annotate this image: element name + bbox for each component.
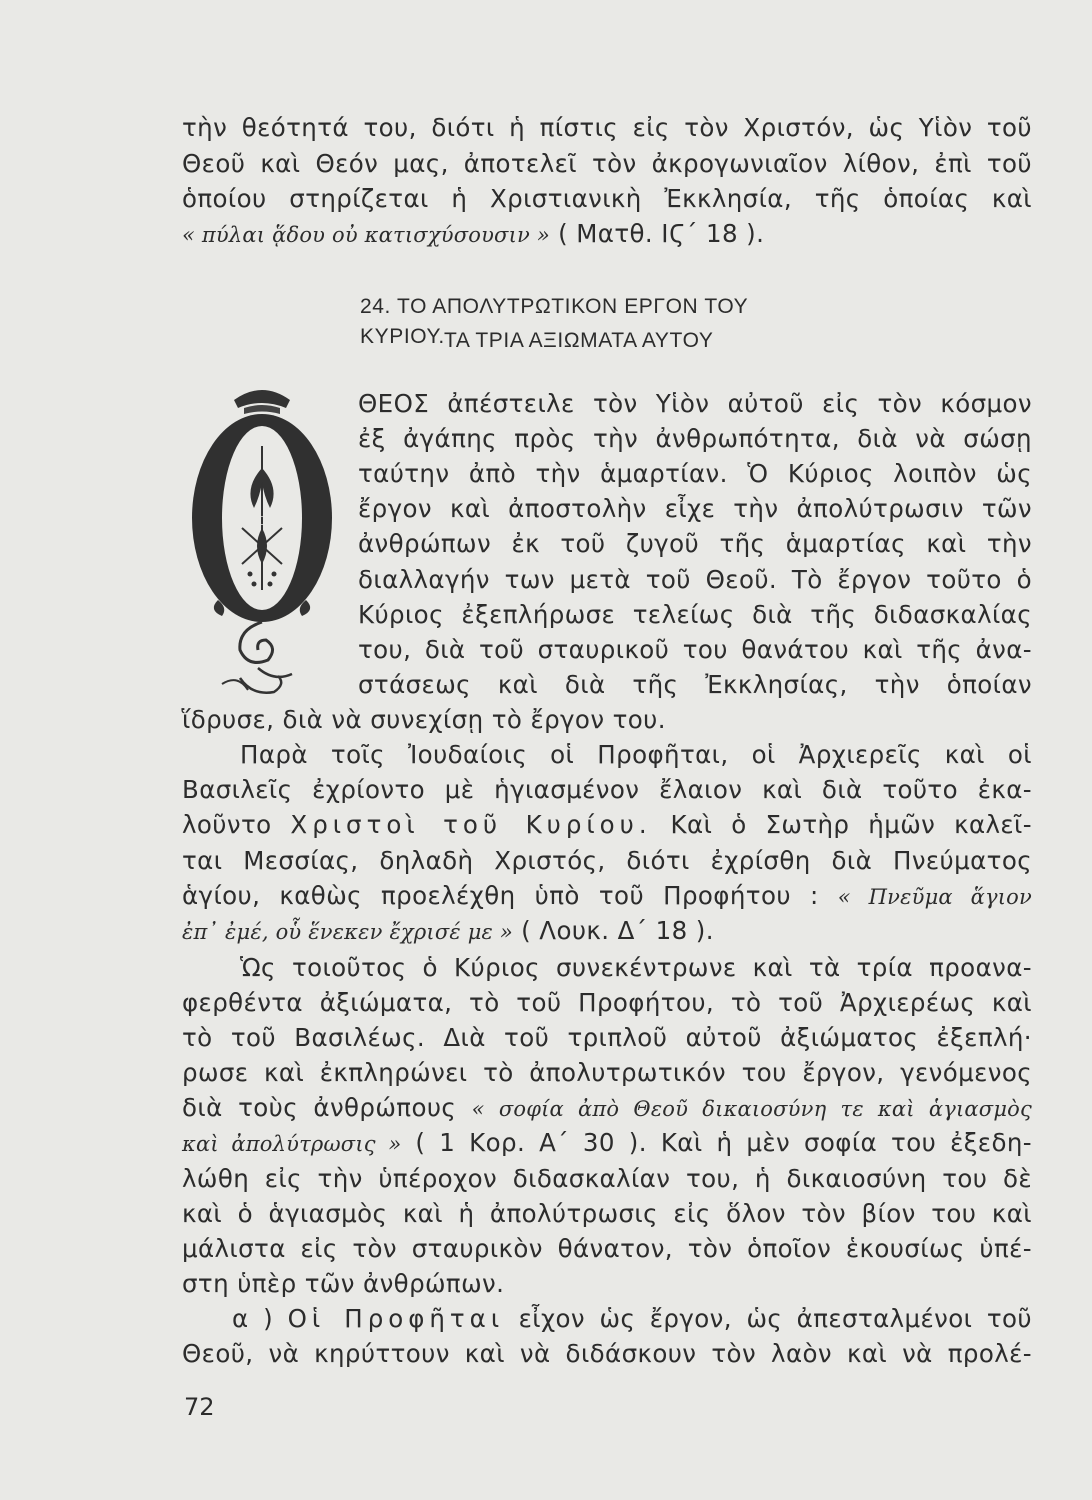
section-heading-line2: ΤΑ ΤΡΙΑ ΑΞΙΩΜΑΤΑ ΑΥΤΟΥ [444,329,714,352]
text-line: Παρὰ τοῖς Ἰουδαίοις οἱ Προφῆται, οἱ Ἀρχιερεῖς καὶ οἱ [240,740,1032,769]
text-line: Θεοῦ καὶ Θεόν μας, ἀποτελεῖ τὸν ἀκρογωνιαῖον λίθον, ἐπὶ τοῦ [182,149,1032,178]
text-line: Κύριος ἐξεπλήρωσε τελείως διὰ τῆς διδασκαλίας [358,600,1032,629]
text-line: φερθέντα ἀξιώματα, τὸ τοῦ Προφήτου, τὸ τοῦ Ἀρχιερέως καὶ [182,988,1032,1017]
text-span: ἁγίου, καθὼς προελέχθη ὑπὸ τοῦ Προφήτου : [182,881,838,910]
ornamental-drop-cap [182,378,342,708]
text-line: λώθη εἰς τὴν ὑπέροχον διδασκαλίαν του, ἡ δικαιοσύνη του δὲ [182,1164,1032,1193]
text-span: εἶχον ὡς ἔργον, ὡς ἀπεσταλμένοι τοῦ [504,1304,1032,1333]
page-number: 72 [184,1393,215,1421]
scripture-quote: « σοφία ἀπὸ Θεοῦ δικαιοσύνη τε καὶ ἁγιασμὸς [471,1097,1032,1121]
text-span: λοῦντο [182,810,291,839]
text-line: καὶ ὁ ἁγιασμὸς καὶ ἡ ἀπολύτρωσις εἰς ὅλον τὸν βίον του καὶ [182,1199,1032,1228]
scripture-quote: ἐπ᾽ ἐμέ, οὗ ἕνεκεν ἔχρισέ με » [182,920,513,944]
text-line: Βασιλεῖς ἐχρίοντο μὲ ἡγιασμένον ἔλαιον καὶ διὰ τοῦτο ἐκα- [182,775,1032,804]
scripture-reference: ( Ματθ. ΙϚ΄ 18 ). [549,219,765,248]
scripture-reference: ( Λουκ. Δ΄ 18 ). [512,916,714,945]
drop-cap-letter: Ο [257,514,267,528]
text-line [182,216,1032,252]
drop-cap-swirl-icon [240,622,273,662]
text-line [182,878,1032,914]
text-line: τὴν θεότητά του, διότι ἡ πίστις εἰς τὸν Χριστόν, ὡς Υἱὸν τοῦ [182,113,1032,142]
text-line: ἐξ ἀγάπης πρὸς τὴν ἀνθρωπότητα, διὰ νὰ σώσῃ [358,424,1032,453]
text-line: του, διὰ τοῦ σταυρικοῦ του θανάτου καὶ τῆς ἀνα- [358,635,1032,664]
scripture-quote: καὶ ἀπολύτρωσις » [182,1132,402,1156]
text-line: στη ὑπὲρ τῶν ἀνθρώπων. [182,1269,505,1298]
text-span: Καὶ ὁ Σωτὴρ ἡμῶν καλεῖ- [651,810,1032,839]
text-line: ἔργον καὶ ἀποστολὴν εἶχε τὴν ἀπολύτρωσιν τῶν [358,494,1032,523]
text-line [232,1301,1032,1337]
text-line: στάσεως καὶ διὰ τῆς Ἐκκλησίας, τὴν ὁποίαν [358,670,1032,699]
text-line: ὁποίου στηρίζεται ἡ Χριστιανικὴ Ἐκκλησία, τῆς ὁποίας καὶ [182,184,1032,213]
text-line: ρωσε καὶ ἐκπληρώνει τὸ ἀπολυτρωτικόν του ἔργον, γενόμενος [182,1058,1032,1087]
text-line [182,913,1032,949]
scripture-quote: « Πνεῦμα ἅγιον [837,885,1032,909]
text-line: ἀνθρώπων ἐκ τοῦ ζυγοῦ τῆς ἁμαρτίας καὶ τὴν [358,529,1032,558]
text-line: ἵδρυσε, διὰ νὰ συνεχίσῃ τὸ ἔργον του. [182,705,666,734]
list-marker: α ) [232,1304,288,1333]
text-line: διαλλαγήν των μετὰ τοῦ Θεοῦ. Τὸ ἔργον τοῦτο ὁ [358,565,1032,594]
text-line: τὸ τοῦ Βασιλέως. Διὰ τοῦ τριπλοῦ αὐτοῦ ἀξιώματος ἐξεπλή· [182,1023,1032,1052]
text-line: Θεοῦ, νὰ κηρύττουν καὶ νὰ διδάσκουν τὸν λαὸν καὶ νὰ προλέ- [182,1339,1032,1368]
emphasis-spaced: Οἱ Προφῆται [287,1304,505,1333]
section-heading-line1: 24. ΤΟ ΑΠΟΛΥΤΡΩΤΙΚΟΝ ΕΡΓΟΝ ΤΟΥ ΚΥΡΙΟΥ. [360,295,748,348]
text-span: ( 1 Κορ. Α΄ 30 ). Καὶ ἡ μὲν σοφία του ἐξεδη- [401,1128,1032,1157]
text-line: ται Μεσσίας, δηλαδὴ Χριστός, διότι ἐχρίσθη διὰ Πνεύματος [182,846,1032,875]
text-line: μάλιστα εἰς τὸν σταυρικὸν θάνατον, τὸν ὁποῖον ἑκουσίως ὑπέ- [182,1234,1032,1263]
text-span: διὰ τοὺς ἀνθρώπους [182,1093,472,1122]
text-line [182,1125,1032,1161]
text-line: Ὡς τοιοῦτος ὁ Κύριος συνεκέντρωνε καὶ τὰ τρία προανα- [240,953,1032,982]
emphasis-spaced: Χριστοὶ τοῦ Κυρίου. [290,810,652,839]
text-line: ταύτην ἀπὸ τὴν ἁμαρτίαν. Ὁ Κύριος λοιπὸν ὡς [358,459,1032,488]
text-line [182,807,1032,843]
text-line [182,1090,1032,1126]
scripture-quote: « πύλαι ᾅδου οὐ κατισχύσουσιν » [182,223,550,247]
text-line: ΘΕΟΣ ἀπέστειλε τὸν Υἱὸν αὐτοῦ εἰς τὸν κόσμον [358,389,1032,418]
